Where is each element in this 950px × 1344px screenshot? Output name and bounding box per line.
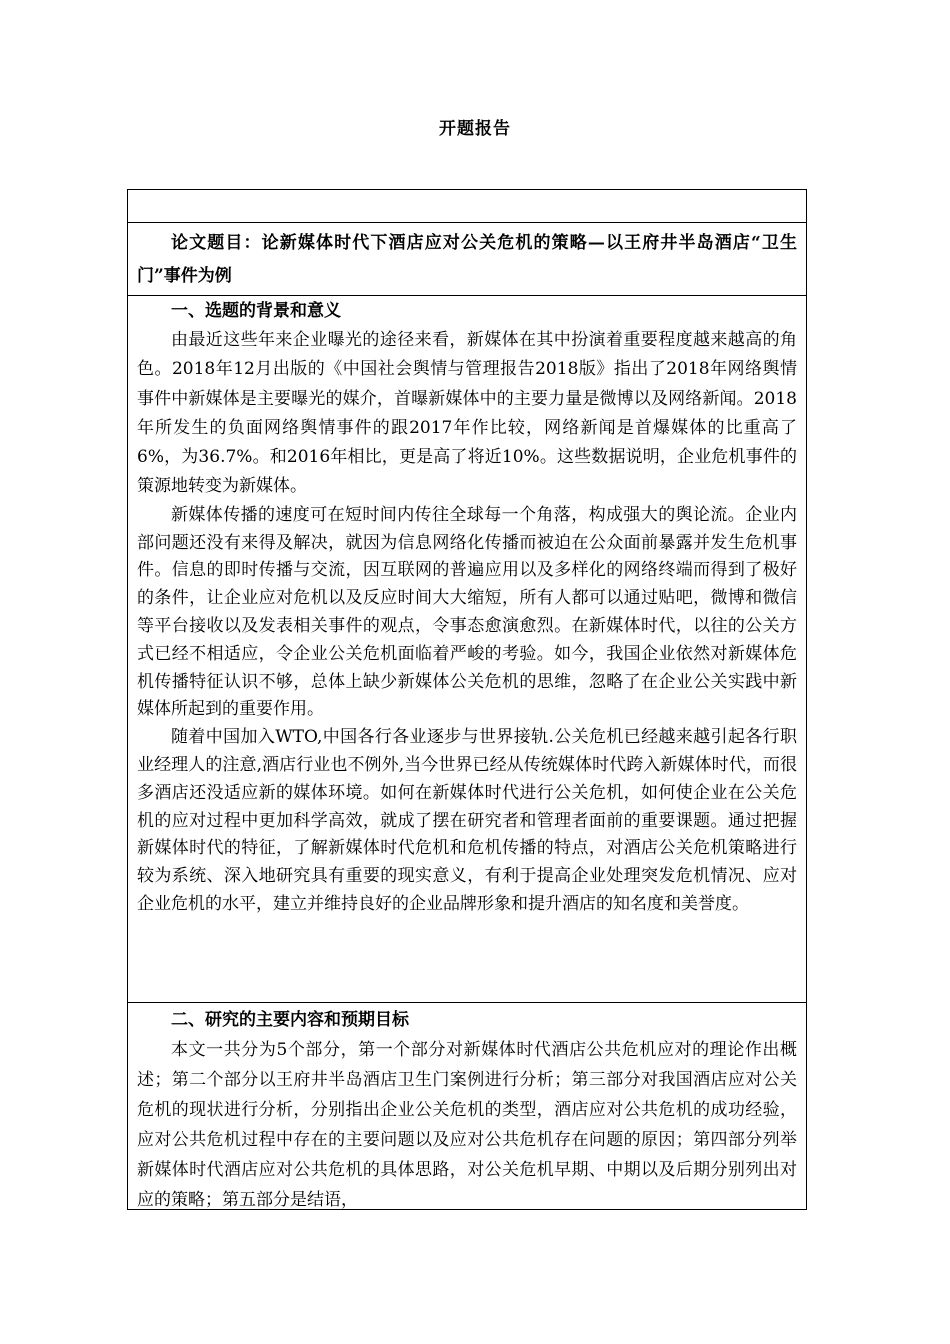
section1-heading: 一、选题的背景和意义: [171, 301, 341, 321]
section2-paragraph-1: 本文一共分为5个部分，第一个部分对新媒体时代酒店公共危机应对的理论作出概述；第二个部分以王府井半岛酒店卫生门案例进行分析；第三部分对我国酒店应对公关危机的现状进行分析，分别指出企业公关危机的类型，酒店应对公共危机的成功经验，应对公共危机过程中存在的主要问题以及应对公共危机存在问题的原因；第四部分列举新媒体时代酒店应对公共危机的具体思路，对公关危机早期、中期以及后期分别列出对应的策略；第五部分是结语，: [137, 1040, 797, 1210]
page-title: 开题报告: [439, 119, 511, 139]
section-background: [128, 296, 806, 1003]
report-table: [127, 189, 807, 1210]
empty-row: [128, 190, 806, 223]
section-content: [128, 1003, 806, 1215]
section1-paragraph-3: 随着中国加入WTO,中国各行各业逐步与世界接轨.公关危机已经越来越引起各行职业经理人的注意,酒店行业也不例外,当今世界已经从传统媒体时代跨入新媒体时代，而很多酒店还没适应新的媒体环境。如何在新媒体时代进行公关危机，如何使企业在公关危机的应对过程中更加科学高效，就成了摆在研究者和管理者面前的重要课题。通过把握新媒体时代的特征，了解新媒体时代危机和危机传播的特点，对酒店公关危机策略进行较为系统、深入地研究具有重要的现实意义，有利于提高企业处理突发危机情况、应对企业危机的水平，建立并维持良好的企业品牌形象和提升酒店的知名度和美誉度。: [137, 727, 797, 914]
thesis-topic: 论文题目：论新媒体时代下酒店应对公关危机的策略—以王府井半岛酒店“卫生门”事件为例: [137, 233, 797, 286]
section1-paragraph-1: 由最近这些年来企业曝光的途径来看，新媒体在其中扮演着重要程度越来越高的角色。2018年12月出版的《中国社会舆情与管理报告2018版》指出了2018年网络舆情事件中新媒体是主要曝光的媒介，首曝新媒体中的主要力量是微博以及网络新闻。2018年所发生的负面网络舆情事件的跟2017年作比较，网络新闻是首爆媒体的比重高了6%，为36.7%。和2016年相比，更是高了将近10%。这些数据说明，企业危机事件的策源地转变为新媒体。: [137, 330, 797, 497]
topic-row: [128, 223, 806, 296]
section1-paragraph-2: 新媒体传播的速度可在短时间内传往全球每一个角落，构成强大的舆论流。企业内部问题还没有来得及解决，就因为信息网络化传播而被迫在公众面前暴露并发生危机事件。信息的即时传播与交流，因互联网的普遍应用以及多样化的网络终端而得到了极好的条件，让企业应对危机以及反应时间大大缩短，所有人都可以通过贴吧，微博和微信等平台接收以及发表相关事件的观点，令事态愈演愈烈。在新媒体时代，以往的公关方式已经不相适应，令企业公关危机面临着严峻的考验。如今，我国企业依然对新媒体危机传播特征认识不够，总体上缺少新媒体公关危机的思维，忽略了在企业公关实践中新媒体所起到的重要作用。: [137, 504, 797, 720]
section2-heading: 二、研究的主要内容和预期目标: [171, 1010, 409, 1030]
